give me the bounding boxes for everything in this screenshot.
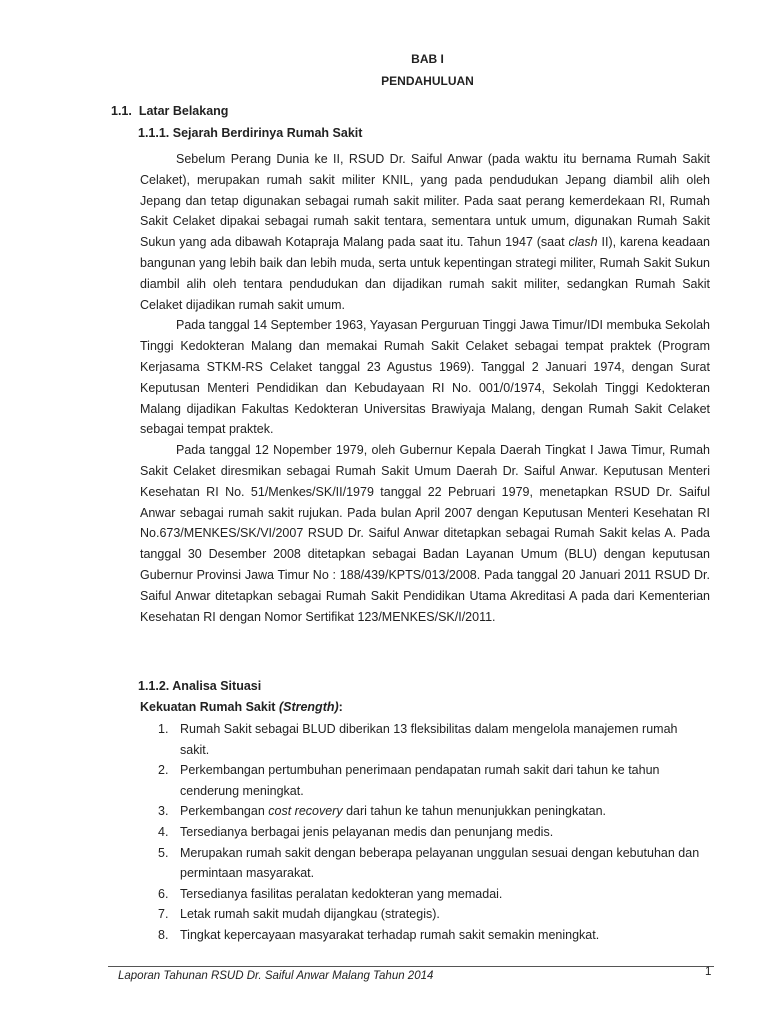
history-text xyxy=(140,149,710,627)
list-item: 3. Perkembangan cost recovery dari tahun ke tahun menunjukkan peningkatan. xyxy=(158,804,606,819)
footer-divider xyxy=(108,966,714,967)
list-item: 4. Tersedianya berbagai jenis pelayanan medis dan penunjang medis. xyxy=(158,824,554,839)
history-paragraph-2: Pada tanggal 14 September 1963, Yayasan Perguruan Tinggi Jawa Timur/IDI membuka Sekolah Tinggi Kedokteran Malang dan memakai Rumah Sakit Celaket sebagai tempat praktek (Program Kerjasama STKM-RS Celaket tanggal 23 Agustus 1969). Tanggal 2 Januari 1974, dengan Surat Keputusan Menteri Pendidikan dan Kebudayaan RI No. 001/0/1974, Sekolah Tinggi Kedokteran Malang dijadikan Fakultas Kedokteran Universitas Brawiyaja Malang, dengan Rumah Sakit Celaket sebagai tempat praktek. xyxy=(140,318,710,437)
section-title: Latar Belakang xyxy=(138,104,229,118)
list-item: 6. Tersedianya fasilitas peralatan kedokteran yang memadai. xyxy=(158,886,503,901)
list-item: 1. Rumah Sakit sebagai BLUD diberikan 13 fleksibilitas dalam mengelola manajemen rumah sakit. xyxy=(158,722,678,757)
list-item: 2. Perkembangan pertumbuhan penerimaan pendapatan rumah sakit dari tahun ke tahun cenderung meningkat. xyxy=(158,763,660,798)
list-item: 8. Tingkat kepercayaan masyarakat terhadap rumah sakit semakin meningkat. xyxy=(158,927,600,942)
subsection-heading-history: 1.1.1. Sejarah Berdirinya Rumah Sakit xyxy=(138,126,363,140)
strength-list xyxy=(140,719,710,946)
section-heading xyxy=(111,104,228,118)
footer-text: Laporan Tahunan RSUD Dr. Saiful Anwar Malang Tahun 2014 xyxy=(118,970,434,982)
history-paragraph-3: Pada tanggal 12 Nopember 1979, oleh Gubernur Kepala Daerah Tingkat I Jawa Timur, Rumah Sakit Celaket diresmikan sebagai Rumah Sakit Umum Daerah Dr. Saiful Anwar. Keputusan Menteri Kesehatan RI No. 51/Menkes/SK/II/1979 tanggal 22 Pebruari 1979, menetapkan RSUD Dr. Saiful Anwar sebagai rumah sakit rujukan. Pada bulan April 2007 dengan Keputusan Menteri Kesehatan RI No.673/MENKES/SK/VI/2007 RSUD Dr. Saiful Anwar ditetapkan sebagai Rumah Sakit kelas A. Pada tanggal 30 Desember 2008 ditetapkan sebagai Badan Layanan Umum (BLU) dengan keputusan Gubernur Provinsi Jawa Timur No : 188/439/KPTS/013/2008. Pada tanggal 20 Januari 2011 RSUD Dr. Saiful Anwar ditetapkan sebagai Rumah Sakit Pendidikan Utama Akreditasi A pada dari Kementerian Kesehatan RI dengan Nomor Sertifikat 123/MENKES/SK/I/2011. xyxy=(140,443,710,624)
page-number: 1 xyxy=(705,966,712,978)
history-paragraph-1: Sebelum Perang Dunia ke II, RSUD Dr. Saiful Anwar (pada waktu itu bernama Rumah Sakit Celaket), merupakan rumah sakit militer KNIL, yang pada pendudukan Jepang diambil alih oleh Jepang dan tetap digunakan sebagai rumah sakit militer. Pada saat perang kemerdekaan RI, Rumah Sakit Celaket dipakai sebagai rumah sakit tentara, sementara untuk umum, digunakan Rumah Sakit Sukun yang ada dibawah Kotapraja Malang pada saat itu. Tahun 1947 (saat clash II), karena keadaan bangunan yang lebih baik dan lebih muda, serta untuk kepentingan strategi militer, Rumah Sakit Sukun diambil alih oleh tentara pendudukan dan dijadikan rumah sakit militer, sedangkan Rumah Sakit Celaket dijadikan rumah sakit umum. xyxy=(140,152,710,312)
section-number: 1.1. xyxy=(111,104,132,118)
subsection-heading-situation: 1.1.2. Analisa Situasi xyxy=(138,679,262,693)
list-item: 7. Letak rumah sakit mudah dijangkau (strategis). xyxy=(158,907,440,922)
chapter-title: PENDAHULUAN xyxy=(381,74,474,88)
strength-heading: Kekuatan Rumah Sakit (Strength): xyxy=(140,700,343,714)
chapter-number: BAB I xyxy=(411,52,444,66)
list-item: 5. Merupakan rumah sakit dengan beberapa pelayanan unggulan sesuai dengan kebutuhan dan permintaan masyarakat. xyxy=(158,845,700,881)
